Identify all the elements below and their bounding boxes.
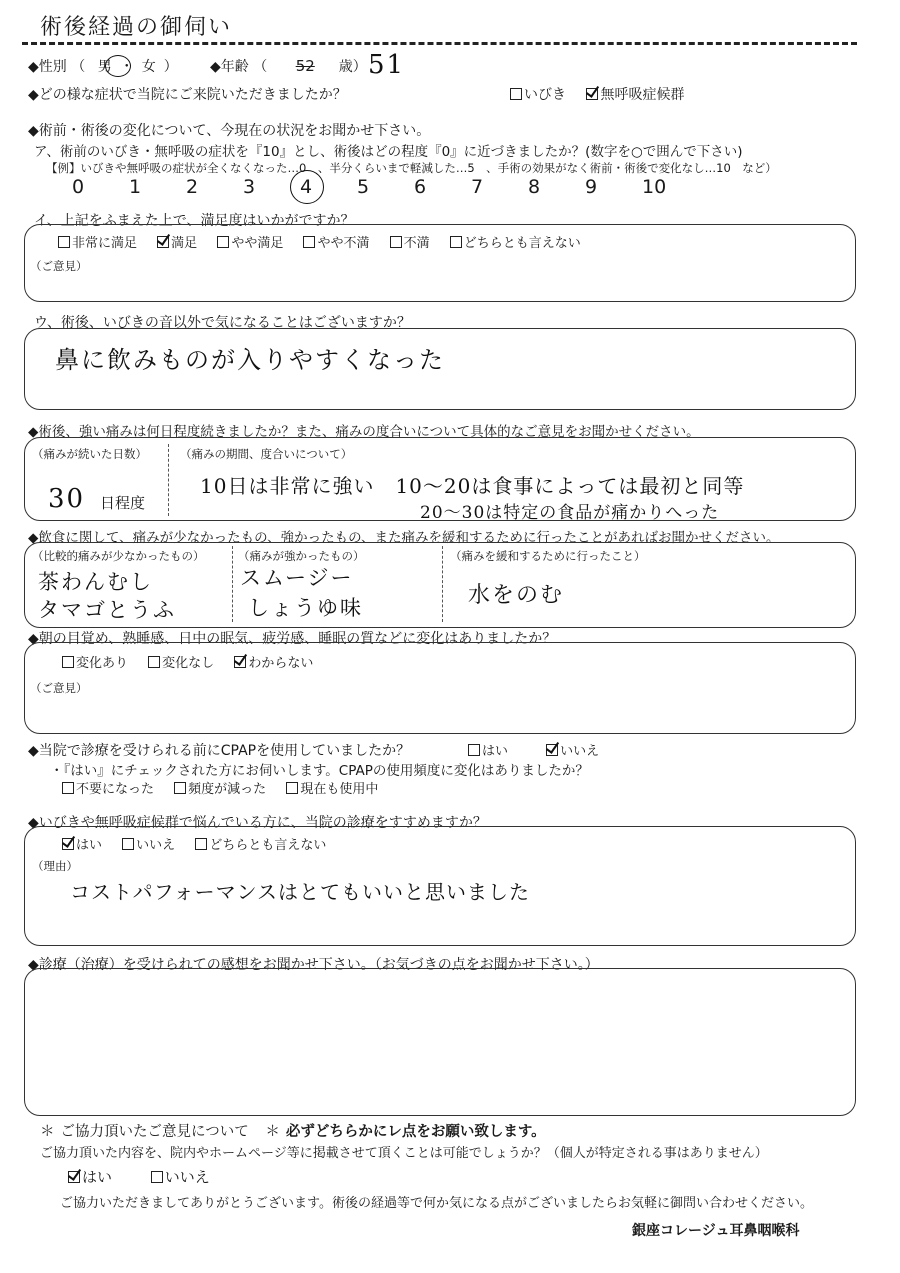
- impression-question: ◆診療（治療）を受けられての感想をお聞かせ下さい。（お気づきの点をお聞かせ下さい。）: [28, 957, 599, 973]
- option-label: 不満: [403, 236, 430, 251]
- food-col2-line2[interactable]: しょうゆ味: [248, 596, 363, 620]
- recommend-reason[interactable]: コストパフォーマンスはとてもいいと思いました: [70, 880, 530, 904]
- paren-open: （: [253, 59, 268, 75]
- food-col2-line1[interactable]: スムージー: [240, 566, 354, 590]
- cpap-not-needed[interactable]: [62, 778, 154, 797]
- sex-label: ◆性別: [28, 59, 67, 75]
- consent-heading: ご協力頂いたご意見について: [60, 1124, 249, 1140]
- option-label: どちらとも言えない: [209, 838, 327, 853]
- checkbox[interactable]: [586, 88, 598, 100]
- pain-question: ◆術後、強い痛みは何日程度続きましたか？また、痛みの度合いについて具体的なご意見をお聞かせください。: [28, 424, 700, 440]
- food-divider-2: [442, 546, 444, 622]
- checkbox[interactable]: [62, 838, 74, 850]
- sex-male-option[interactable]: 男: [97, 59, 112, 75]
- cpap-question: ◆当院で診療を受けられる前にCPAPを使用していましたか？: [28, 743, 411, 759]
- consent-must-note: 必ずどちらかにレ点をお願い致します。: [285, 1124, 546, 1140]
- satisfaction-options: [58, 232, 597, 251]
- sleep-unchanged[interactable]: [148, 652, 214, 671]
- scale-number-5[interactable]: 5: [357, 176, 370, 198]
- symptom-question: ◆どの様な症状で当院にご来院いただきましたか？: [28, 87, 347, 103]
- sleep-options: [62, 652, 329, 671]
- option-label: わからない: [248, 656, 314, 671]
- scale-number-2[interactable]: 2: [186, 176, 199, 198]
- checkbox[interactable]: [450, 236, 462, 248]
- other-concerns-question: ウ、術後、いびきの音以外で気になることはございますか？: [34, 315, 411, 331]
- checkbox[interactable]: [68, 1171, 80, 1183]
- sleep-question: ◆朝の目覚め、熟睡感、日中の眠気、疲労感、睡眠の質などに変化はありましたか？: [28, 631, 557, 647]
- consent-options: [68, 1166, 226, 1187]
- recommend-no[interactable]: [122, 834, 175, 853]
- symptom-option-snoring[interactable]: [510, 84, 566, 104]
- sleep-changed[interactable]: [62, 652, 128, 671]
- checkbox[interactable]: [62, 656, 74, 668]
- pain-degree-line2[interactable]: 20〜30は特定の食品が痛かりへった: [420, 503, 720, 523]
- scale-number-4[interactable]: 4: [300, 176, 313, 198]
- sleep-unknown[interactable]: [234, 652, 313, 671]
- option-label: はい: [82, 1168, 113, 1186]
- asterisk: ＊: [40, 1124, 55, 1140]
- pain-divider: [168, 444, 170, 516]
- consent-question: ご協力頂いた内容を、院内やホームページ等に掲載させて頂くことは可能でしょうか？（個人が特定される事はありません）: [40, 1146, 768, 1161]
- satisfaction-question: イ、上記をふまえた上で、満足度はいかがですか？: [34, 213, 355, 229]
- option-label: 現在も使用中: [300, 782, 379, 797]
- scale-number-0[interactable]: 0: [72, 176, 85, 198]
- checkbox[interactable]: [122, 838, 134, 850]
- cpap-less-frequent[interactable]: [174, 778, 266, 797]
- pain-degree-label: （痛みの期間、度合いについて）: [180, 447, 353, 461]
- sleep-opinion-label: （ご意見）: [30, 681, 88, 695]
- option-label: 頻度が減った: [188, 782, 267, 797]
- checkbox[interactable]: [148, 656, 160, 668]
- sex-field: [28, 56, 178, 76]
- checkbox[interactable]: [58, 236, 70, 248]
- satisfaction-neutral[interactable]: [450, 232, 581, 251]
- option-label: 変化あり: [76, 656, 129, 671]
- cpap-still-using[interactable]: [286, 778, 378, 797]
- checkbox[interactable]: [217, 236, 229, 248]
- paren-close: ）: [163, 59, 178, 75]
- scale-number-8[interactable]: 8: [528, 176, 541, 198]
- age-corrected-value: 51: [368, 50, 406, 80]
- checkbox[interactable]: [546, 744, 558, 756]
- option-label: 満足: [171, 236, 198, 251]
- clinic-name: 銀座コレージュ耳鼻咽喉科: [632, 1223, 800, 1239]
- recommend-yes[interactable]: [62, 834, 102, 853]
- other-concerns-answer[interactable]: 鼻に飲みものが入りやすくなった: [55, 346, 445, 374]
- checkbox[interactable]: [174, 782, 186, 794]
- paren-open: （: [71, 59, 86, 75]
- checkbox[interactable]: [195, 838, 207, 850]
- pain-days-value[interactable]: 30: [48, 484, 86, 514]
- change-example: 【例】いびきや無呼吸の症状が全くなくなった…0 、半分くらいまで軽減した…5 、手術の効果がなく術前・術後で変化なし…10 など）: [46, 161, 777, 175]
- checkbox[interactable]: [286, 782, 298, 794]
- food-col3-line1[interactable]: 水をのむ: [468, 583, 565, 608]
- option-label: いいえ: [560, 744, 600, 759]
- separator: ・: [119, 59, 134, 75]
- option-label: 非常に満足: [72, 236, 138, 251]
- scale-number-7[interactable]: 7: [471, 176, 484, 198]
- checkbox[interactable]: [151, 1171, 163, 1183]
- checkbox[interactable]: [62, 782, 74, 794]
- option-label: 不要になった: [76, 782, 155, 797]
- cpap-options: [468, 740, 615, 759]
- checkbox[interactable]: [234, 656, 246, 668]
- thanks-message: ご協力いただきましてありがとうございます。術後の経過等で何か気になる点がございましたらお気軽に御問い合わせください。: [60, 1196, 813, 1211]
- food-col2-label: （痛みが強かったもの）: [238, 549, 365, 563]
- scale-selection-circle: [290, 170, 324, 204]
- recommend-options: [62, 834, 342, 853]
- satisfaction-somewhat-satisfied[interactable]: [217, 232, 283, 251]
- checkbox[interactable]: [510, 88, 522, 100]
- scale-number-3[interactable]: 3: [243, 176, 256, 198]
- age-field: [210, 56, 367, 76]
- checkbox[interactable]: [390, 236, 402, 248]
- option-label: どちらとも言えない: [463, 236, 581, 251]
- cpap-followup-question: ・『はい』にチェックされた方にお伺いします。CPAPの使用頻度に変化はありましたか？: [50, 763, 589, 779]
- title-underline: [22, 42, 857, 45]
- food-col1-line1[interactable]: 茶わんむし: [38, 570, 153, 594]
- impression-box[interactable]: [24, 968, 856, 1116]
- option-label: やや不満: [317, 236, 370, 251]
- scale-number-10[interactable]: 10: [642, 176, 667, 198]
- cpap-yes[interactable]: [468, 740, 508, 759]
- asterisk: ＊: [265, 1124, 280, 1140]
- satisfaction-very-satisfied[interactable]: [58, 232, 137, 251]
- consent-yes[interactable]: [68, 1166, 112, 1187]
- option-label: はい: [76, 838, 103, 853]
- change-heading: ◆術前・術後の変化について、今現在の状況をお聞かせ下さい。: [28, 123, 431, 139]
- consent-heading-row: [40, 1120, 546, 1141]
- change-question-a: ア、術前のいびき・無呼吸の症状を『10』とし、術後はどの程度『0』に近づきましたか？(数字を○で囲んで下さい): [34, 144, 743, 160]
- checkbox[interactable]: [468, 744, 480, 756]
- symptom-option-apnea[interactable]: [586, 84, 684, 104]
- consent-no[interactable]: [151, 1166, 210, 1187]
- option-label: いいえ: [164, 1168, 210, 1186]
- pain-days-label: （痛みが続いた日数）: [32, 447, 147, 461]
- pain-degree-line1[interactable]: 10日は非常に強い 10〜20は食事によっては最初と同等: [200, 474, 745, 498]
- scale-number-9[interactable]: 9: [585, 176, 598, 198]
- satisfaction-dissatisfied[interactable]: [390, 232, 430, 251]
- option-label: いいえ: [136, 838, 176, 853]
- recommend-question: ◆いびきや無呼吸症候群で悩んでいる方に、当院の診療をすすめますか？: [28, 815, 487, 831]
- age-crossed-value: 52: [295, 57, 315, 75]
- pain-days-unit: 日程度: [100, 494, 146, 512]
- food-question: ◆飲食に関して、痛みが少なかったもの、強かったもの、また痛みを緩和するために行ったことがあればお聞かせください。: [28, 530, 780, 546]
- age-unit: 歳）: [338, 59, 367, 75]
- recommend-neutral[interactable]: [195, 834, 326, 853]
- sex-male-selection-circle: [105, 55, 131, 77]
- food-divider-1: [232, 546, 234, 622]
- food-col1-label: （比較的痛みが少なかったもの）: [32, 549, 205, 563]
- satisfaction-satisfied[interactable]: [157, 232, 197, 251]
- option-label: 無呼吸症候群: [600, 87, 685, 103]
- satisfaction-somewhat-dissatisfied[interactable]: [303, 232, 369, 251]
- food-col3-label: （痛みを緩和するために行ったこと）: [450, 549, 646, 563]
- recommend-reason-label: （理由）: [32, 859, 78, 873]
- cpap-followup-options: [62, 778, 394, 797]
- option-label: はい: [482, 744, 509, 759]
- checkbox[interactable]: [157, 236, 169, 248]
- scale-number-6[interactable]: 6: [414, 176, 427, 198]
- option-label: やや満足: [231, 236, 284, 251]
- food-col1-line2[interactable]: タマゴとうふ: [38, 598, 176, 622]
- cpap-no[interactable]: [546, 740, 599, 759]
- checkbox[interactable]: [303, 236, 315, 248]
- scale-number-1[interactable]: 1: [129, 176, 142, 198]
- sex-female-option[interactable]: 女: [141, 59, 156, 75]
- symptom-options: [510, 84, 700, 104]
- page-title: 術後経過の御伺い: [40, 15, 233, 40]
- satisfaction-opinion-label: （ご意見）: [30, 259, 88, 273]
- age-label: ◆年齢: [210, 59, 249, 75]
- option-label: いびき: [524, 87, 566, 103]
- option-label: 変化なし: [162, 656, 215, 671]
